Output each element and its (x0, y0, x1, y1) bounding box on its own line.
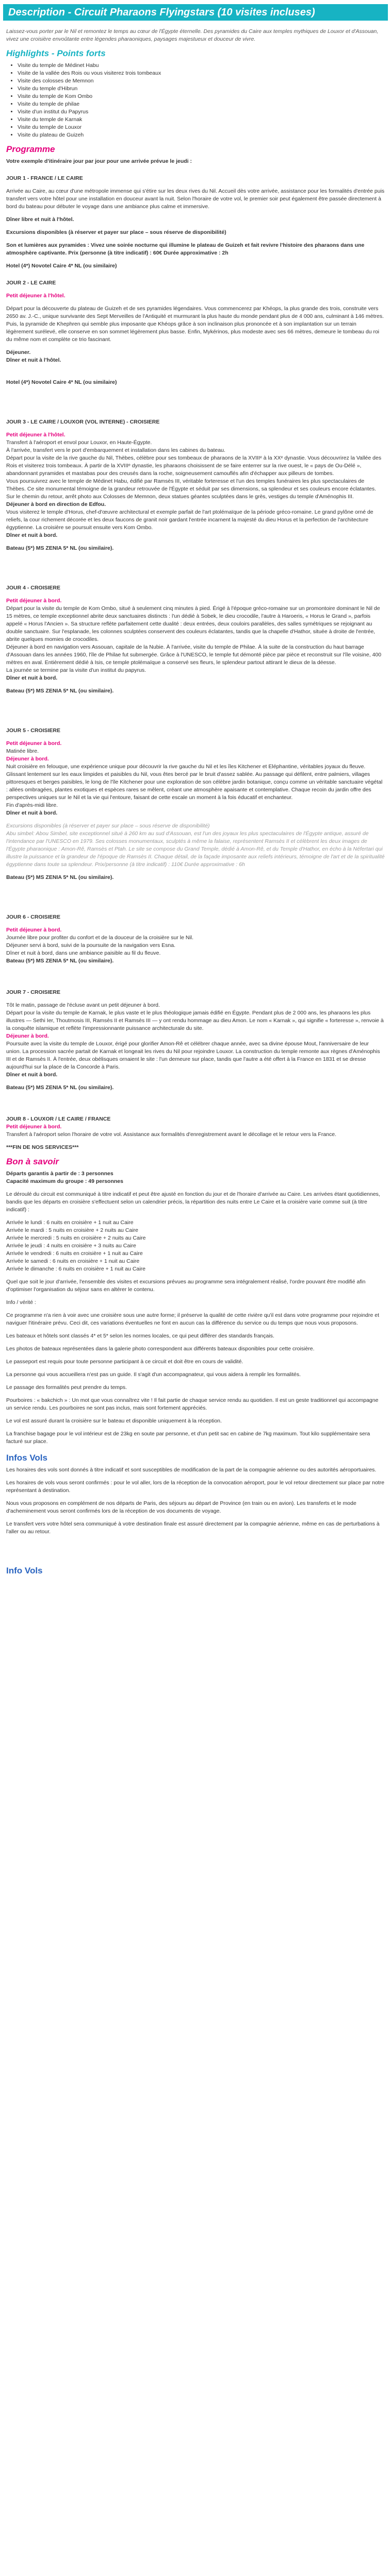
day-title: JOUR 5 - CROISIERE (6, 727, 61, 734)
list-item: • Visite de la vallée des Rois ou vous visiterez trois tombeaux (18, 70, 385, 77)
info-text: Pourboires : « bakchich » : Un mot que vous connaîtrez vite ! Il fait partie de chaque service rendu au quotidien. Il est un geste traditionnel qui accompagne un service rendu. Les pourboires ne sont pas inclus, mais sont fortement appréciés. (6, 1397, 379, 1411)
day-text: Déjeuner servi à bord, suivi de la poursuite de la navigation vers Esna. (6, 942, 176, 948)
excursion-heading: Excursions disponibles (à réserver et payer sur place – sous réserve de disponibilité) (6, 823, 210, 829)
list-item: • Visite du plateau de Guizeh (18, 131, 385, 139)
schedule-line: Arrivée le jeudi : 4 nuits en croisière + 3 nuits au Caire (6, 1243, 136, 1249)
day-text: Transfert à l'aéroport selon l'horaire de votre vol. Assistance aux formalités d'enregistrement avant le décollage et le retour vers la France. (6, 1131, 337, 1138)
hotel-text: Bateau (5*) MS ZENIA 5* NL (ou similaire). (6, 958, 114, 964)
schedule-line: Arrivée le vendredi : 6 nuits en croisière + 1 nuit au Caire (6, 1250, 143, 1257)
day-text: Petit déjeuner à bord. (6, 740, 62, 747)
schedule-line: Arrivée le samedi : 6 nuits en croisière + 1 nuit au Caire (6, 1258, 140, 1264)
excursion-text: Son et lumières aux pyramides : Vivez une soirée nocturne qui illumine le plateau de Guizeh et fait revivre l'histoire des pharaons dans une atmosphère captivante. Prix (personne (à titre indicatif) : 60€ Durée approximative : 2h (6, 242, 365, 256)
day-text: Dîner libre et nuit à l'hôtel. (6, 216, 74, 223)
day-text: Petit déjeuner à bord. (6, 598, 62, 604)
day-text: Dîner et nuit à bord. (6, 675, 58, 681)
highlights-heading: Highlights - Points forts (6, 48, 106, 58)
bon-a-savoir-heading: Bon à savoir (6, 1157, 59, 1166)
end-of-services: ***FIN DE NOS SERVICES*** (6, 1144, 79, 1150)
info-text: Le passage des formalités peut prendre du temps. (6, 1384, 127, 1391)
day-text: Petit déjeuner à bord. (6, 1124, 62, 1130)
schedule-line: Arrivée le lundi : 6 nuits en croisière + 1 nuit au Caire (6, 1219, 134, 1226)
programme-heading: Programme (6, 144, 55, 154)
list-item: • Visite du temple de Louxor (18, 124, 385, 131)
day-text: Nuit croisière en felouque, une expérience unique pour découvrir la rive gauche du Nil et les îles Kitchener et Eléphantine, véritables joyaux du fleuve. Glissant lentement sur les eaux limpides et paisibles du Nil, vous êtes bercé par le bruit d'assez sablée. Au passage qui défilent, entre palmiers, villages pittoresques et berges paisibles, le long de l'île Kitchener pour une exploration de son célèbre jardin botanique, conçu comme un véritable sanctuaire végétal : allées ombragées, plantes exotiques et espèces rares se mêlent, créant une atmosphère apaisante et contemplative. Chaque recoin du jardin offre des perspectives uniques sur le Nil et la vie qui l'entoure, faisant de cette escale un moment à la fois éducatif et enchanteur. (6, 764, 383, 801)
day-text: Fin d'après-midi libre. (6, 802, 58, 808)
page (0, 4, 391, 1576)
list-item: • Visite du temple de Kom Ombo (18, 93, 385, 100)
hotel-text: Hotel (4*) Novotel Caire 4* NL (ou similaire) (6, 263, 117, 269)
day-text: Petit déjeuner à l'hôtel. (6, 293, 66, 299)
day-title: JOUR 4 - CROISIERE (6, 585, 61, 591)
day-text: Départ pour la visite du temple de Karnak, le plus vaste et le plus théologique jamais édifié en Égypte. Pendant plus de 2 000 ans, les pharaons les plus illustres — Sethi Ier, Thoutmosis III, Ramsès II et Ramsès III — y ont rendu hommage au dieu Amon. Le nom « Karnak », qui signifie « forteresse », renvoie à la conquête islamique et reflète l'impressionnante puissance architecturale du site. (6, 1010, 384, 1031)
list-item: • Visite du temple de Karnak (18, 116, 385, 124)
content (0, 21, 391, 1576)
info-text: Le transfert vers votre hôtel sera communiqué à votre destination finale est assuré directement par la compagnie aérienne, même en cas de perturbations à l'aller ou au retour. (6, 1521, 380, 1535)
day-text: La journée se termine par la visite d'un institut du papyrus. (6, 667, 146, 673)
info-text: La personne qui vous accueillera n'est pas un guide. Il s'agit d'un accompagnateur, qui vous aidera à remplir les formalités. (6, 1371, 301, 1378)
hotel-text: Bateau (5*) MS ZENIA 5* NL (ou similaire). (6, 545, 114, 551)
day-text: Dîner et nuit à bord. (6, 1072, 58, 1078)
day-text: Déjeuner. (6, 349, 31, 355)
info-text: La franchise bagage pour le vol intérieur est de 23kg en soute par personne, et d'un petit sac en cabine de 7kg maximum. Tout kilo supplémentaire sera facturé sur place. (6, 1431, 370, 1445)
day-text: Départ pour la visite de la rive gauche du Nil, Thèbes, célèbre pour ses tombeaux de pharaons de la XVIIIᵉ à la XXᵉ dynastie. Vous découvrirez la Vallée des Rois et visiterez trois tombeaux. À partir de la XVIIIᵉ dynastie, les pharaons choisissent de se faire enterrer sur la rive ouest, le « pays de Ou-Délé », abandonnant pyramides et mastabas pour des creusés dans la roche, soigneusement camouflés afin d'échapper aux pilleurs de tombes. (6, 455, 382, 477)
list-item: • Visite du temple de philae (18, 100, 385, 108)
day-title: JOUR 3 - LE CAIRE / LOUXOR (VOL INTERNE) - CROISIERE (6, 419, 160, 425)
intro-text: Laissez-vous porter par le Nil et remontez le temps au cœur de l'Égypte éternelle. Des pyramides du Caire aux temples mythiques de Louxor et d'Assouan, vivez une croisière envoûtante entre légendes pharaoniques, paysages majestueux et douceur de vivre. (6, 28, 379, 42)
info-text: Ce programme n'a rien à voir avec une croisière sous une autre forme; il préserve la qualité de cette rivière qu'il est dans votre programme pour rejoindre et naviguer l'itinéraire prévu. Ceci dit, ces variations éventuelles ne font en aucun cas la différence du service ou du temps que nous vous proposons. (6, 1312, 380, 1326)
info-text: Les horaires de vols vous seront confirmés : pour le vol aller, lors de la réception de la convocation aéroport, pour le vol retour directement sur place par notre représentant à destination. (6, 1480, 385, 1494)
day-title: JOUR 8 - LOUXOR / LE CAIRE / FRANCE (6, 1116, 111, 1122)
programme-intro: Votre exemple d'itinéraire jour par jour pour une arrivée prévue le jeudi : (6, 158, 192, 164)
infos-vols-heading: Infos Vols (6, 1453, 47, 1463)
day-text: À l'arrivée, transfert vers le port d'embarquement et installation dans les cabines du bateau. (6, 447, 225, 453)
info-line: Départs garantis à partir de : 3 personnes (6, 1171, 113, 1177)
excursion-text: Abu simbel: Abou Simbel, site exceptionnel situé à 260 km au sud d'Assouan, est l'un des joyaux les plus spectaculaires de l'Égypte antique, assuré de l'intendance par l'UNESCO en 1979. Ses colosses monumentaux, sculptés à même la falaise, représentent Ramsès II et célèbrent les deux images de l'Égypte pharaonique : Amon-Rê, Ramsès et Ptah. Le site se compose du Grand Temple, dédié à Amon-Rê, et du Temple d'Hathor, en écho à la Néfertari qui illustre la puissance et la grandeur de l'époque de Ramsès II. Chaque détail, de la façade imposante aux reliefs intérieurs, témoigne de l'art et de la spiritualité égyptienne dans toute sa splendeur. Prix/personne (à titre indicatif) : 110€ Durée approximative : 6h (6, 831, 385, 868)
hotel-text: Bateau (5*) MS ZENIA 5* NL (ou similaire). (6, 688, 114, 694)
day-text: Vous poursuivrez avec le temple de Médinet Habu, édifié par Ramsès III, véritable forteresse et l'un des temples funéraires les plus spectaculaires de Thèbes. Ce site monumental témoigne de la grandeur retrouvée de l'Égypte et séduit par ses dimensions, sa splendeur et ses couleurs encore éclatantes. Sur le chemin du retour, arrêt photo aux Colosses de Memnon, deux statues géantes sculptées dans le grès, vestiges du temple d'Aménophis III. (6, 478, 376, 500)
day-title: JOUR 2 - LE CAIRE (6, 280, 56, 286)
day-text: Dîner et nuit à bord. (6, 810, 58, 816)
highlights-list (6, 62, 385, 139)
info-text: Le vol est assuré durant la croisière sur le bateau et disponible uniquement à la réception. (6, 1418, 222, 1424)
day-text: Dîner et nuit à l'hôtel. (6, 357, 61, 363)
list-item: • Visite des colosses de Memnon (18, 77, 385, 85)
day-text: Transfert à l'aéroport et envol pour Louxor, en Haute-Égypte. (6, 439, 152, 446)
day-text: Journée libre pour profiter du confort et de la douceur de la croisière sur le Nil. (6, 935, 194, 941)
day-text: Petit déjeuner à l'hôtel. (6, 432, 66, 438)
day-text: Départ pour la découverte du plateau de Guizeh et de ses pyramides légendaires. Vous commencerez par Khéops, la plus grande des trois, construite vers 2650 av. J.-C., unique survivante des Sept Merveilles de l'Antiquité et murmurant la plus haute du monde pendant plus de 4 000 ans, culminant à 146 mètres. Puis, la pyramide de Khephren qui semble plus imposante que Khéops grâce à son inclinaison plus prononcée et à son implantation sur un terrain légèrement surélevé, elle conserve en son sommet légèrement plus basse. Enfin, Mykérinos, plus modeste avec ses 66 mètres, demeure le tombeau du roi du même nom et complète ce trio fascinant. (6, 306, 384, 343)
info-line: Capacité maximum du groupe : 49 personnes (6, 1178, 123, 1184)
list-item: • Visite d'un institut du Papyrus (18, 108, 385, 116)
info-text: Les photos de bateaux représentées dans la galerie photo correspondent aux différents bateaux disponibles pour cette croisière. (6, 1346, 315, 1352)
day-text: Déjeuner à bord en direction de Edfou. (6, 501, 106, 507)
hotel-text: Bateau (5*) MS ZENIA 5* NL (ou similaire). (6, 1084, 114, 1091)
list-item: • Visite du temple d'Hibrun (18, 85, 385, 93)
day-text: Petit déjeuner à bord. (6, 927, 62, 933)
hotel-text: Bateau (5*) MS ZENIA 5* NL (ou similaire). (6, 874, 114, 880)
info-text: Nous vous proposons en complément de nos départs de Paris, des séjours au départ de Province (en train ou en avion). Les transferts et le mode d'acheminement vous seront confirmés lors de la réception de vos documents de voyage. (6, 1500, 356, 1514)
day-text: Dîner et nuit à bord, dans une ambiance paisible au fil du fleuve. (6, 950, 161, 956)
day-title: JOUR 1 - FRANCE / LE CAIRE (6, 175, 83, 181)
infos-vols-heading-2: Info Vols (6, 1566, 43, 1575)
day-text: Déjeuner à bord. (6, 756, 49, 762)
day-text: Déjeuner à bord en navigation vers Assouan, capitale de la Nubie. À l'arrivée, visite du temple de Philae. À la suite de la construction du haut barrage d'Assouan dans les années 1960, l'île de Philae fut submergée. Grâce à l'UNESCO, le temple fut démonté pièce par pièce et reconstruit sur l'île voisine, 400 mètres en aval. Entièrement dédié à Isis, ce temple ptolémaïque a conservé ses fleurs, le splendeur partout attirant le dieux de la déesse. (6, 644, 382, 666)
day-text: Vous visiterez le temple d'Horus, chef-d'œuvre architectural et exemple parfait de l'art ptolémaïque de la période gréco-romaine. Le grand pylône orné de reliefs, la cour richement décorée et les deux faucons de granit noir gardant l'entrée incarnent la majesté du dieu Horus et la perfection de l'architecture égyptienne. La croisière se poursuit ensuite vers Kom Ombo. (6, 509, 373, 531)
day-text: Dîner et nuit à bord. (6, 532, 58, 538)
day-text: Tôt le matin, passage de l'écluse avant un petit déjeuner à bord. (6, 1002, 160, 1008)
page-title: Description - Circuit Pharaons Flyingstars (10 visites incluses) (3, 4, 388, 21)
day-text: Arrivée au Caire, au cœur d'une métropole immense qui s'étire sur les deux rives du Nil. Accueil dès votre arrivée, assistance pour les formalités d'entrée puis transfert vers votre hôtel pour une installation en douceur avant la nuit. Selon l'horaire de votre vol, le premier soir peut également être passée directement à bord du bateau pour débuter le voyage dans une ambiance plus calme et immersive. (6, 188, 385, 210)
schedule-line: Arrivée le dimanche : 6 nuits en croisière + 1 nuit au Caire (6, 1266, 145, 1272)
day-text: Matinée libre. (6, 748, 39, 754)
hotel-text: Hotel (4*) Novotel Caire 4* NL (ou similaire) (6, 379, 117, 385)
day-text: Déjeuner à bord. (6, 1033, 49, 1039)
day-title: JOUR 6 - CROISIERE (6, 914, 61, 920)
excursion-heading: Excursions disponibles (à réserver et payer sur place – sous réserve de disponibilité) (6, 229, 226, 235)
schedule-line: Arrivée le mardi : 5 nuits en croisière + 2 nuits au Caire (6, 1227, 138, 1233)
info-text: Le déroulé du circuit est communiqué à titre indicatif et peut être ajusté en fonction du jour et de l'horaire d'arrivée au Caire. Les arrivées étant quotidiennes, bandis que les départs en croisière s'effectuent selon un calendrier précis, la répartition des nuits entre Le Caire et la croisière varie comme suit (à titre indicatif) : (6, 1191, 380, 1213)
info-text: Quel que soit le jour d'arrivée, l'ensemble des visites et excursions prévues au programme sera intégralement réalisé, l'ordre pouvant être modifié afin d'optimiser l'organisation du séjour sans en altérer le contenu. (6, 1279, 366, 1293)
info-text: Les bateaux et hôtels sont classés 4* et 5* selon les normes locales, ce qui peut différer des standards français. (6, 1333, 274, 1339)
info-text: Info / vérité : (6, 1299, 36, 1306)
info-text: Le passeport est requis pour toute personne participant à ce circuit et doit être en cours de validité. (6, 1359, 243, 1365)
info-text: Les horaires des vols sont donnés à titre indicatif et sont susceptibles de modification de la part de la compagnie aérienne ou des autorités aéroportuaires. (6, 1467, 377, 1473)
day-text: Poursuite avec la visite du temple de Louxor, érigé pour glorifier Amon-Rê et célébrer chaque année, avec sa divine épouse Mout, l'anniversaire de leur union. La procession sacrée partait de Karnak et longeait les rives du Nil pour rejoindre Louxor. La construction du temple remonte aux règnes d'Aménophis III et de Ramsès II. À l'entrée, deux obélisques ornaient le site : l'un demeure sur place, tandis que l'autre a été offert à la France en 1831 et se dresse aujourd'hui sur la place de la Concorde à Paris. (6, 1041, 380, 1070)
list-item: • Visite du temple de Médinet Habu (18, 62, 385, 70)
schedule-line: Arrivée le mercredi : 5 nuits en croisière + 2 nuits au Caire (6, 1235, 146, 1241)
day-text: Départ pour la visite du temple de Kom Ombo, situé à seulement cinq minutes à pied. Érigé à l'époque gréco-romaine sur un promontoire dominant le Nil de 15 mètres, ce temple exceptionnel abrite deux sanctuaires distincts : l'un dédié à Sobek, le dieu crocodile, l'autre à Haroeris, « Horus le Grand », parfois appelé « Horus l'Ancien ». Sa structure reflète parfaitement cette dualité : deux entrées, deux couloirs parallèles, des salles symétriques se rejoignant au double sanctuaire. Sur l'esplanade, les colonnes sculptées conservent des couleurs éclatantes, tandis que la chapelle d'Hathor, située à droite de l'entrée, abrite quelques momies de crocodiles. (6, 605, 380, 642)
day-title: JOUR 7 - CROISIERE (6, 989, 61, 995)
